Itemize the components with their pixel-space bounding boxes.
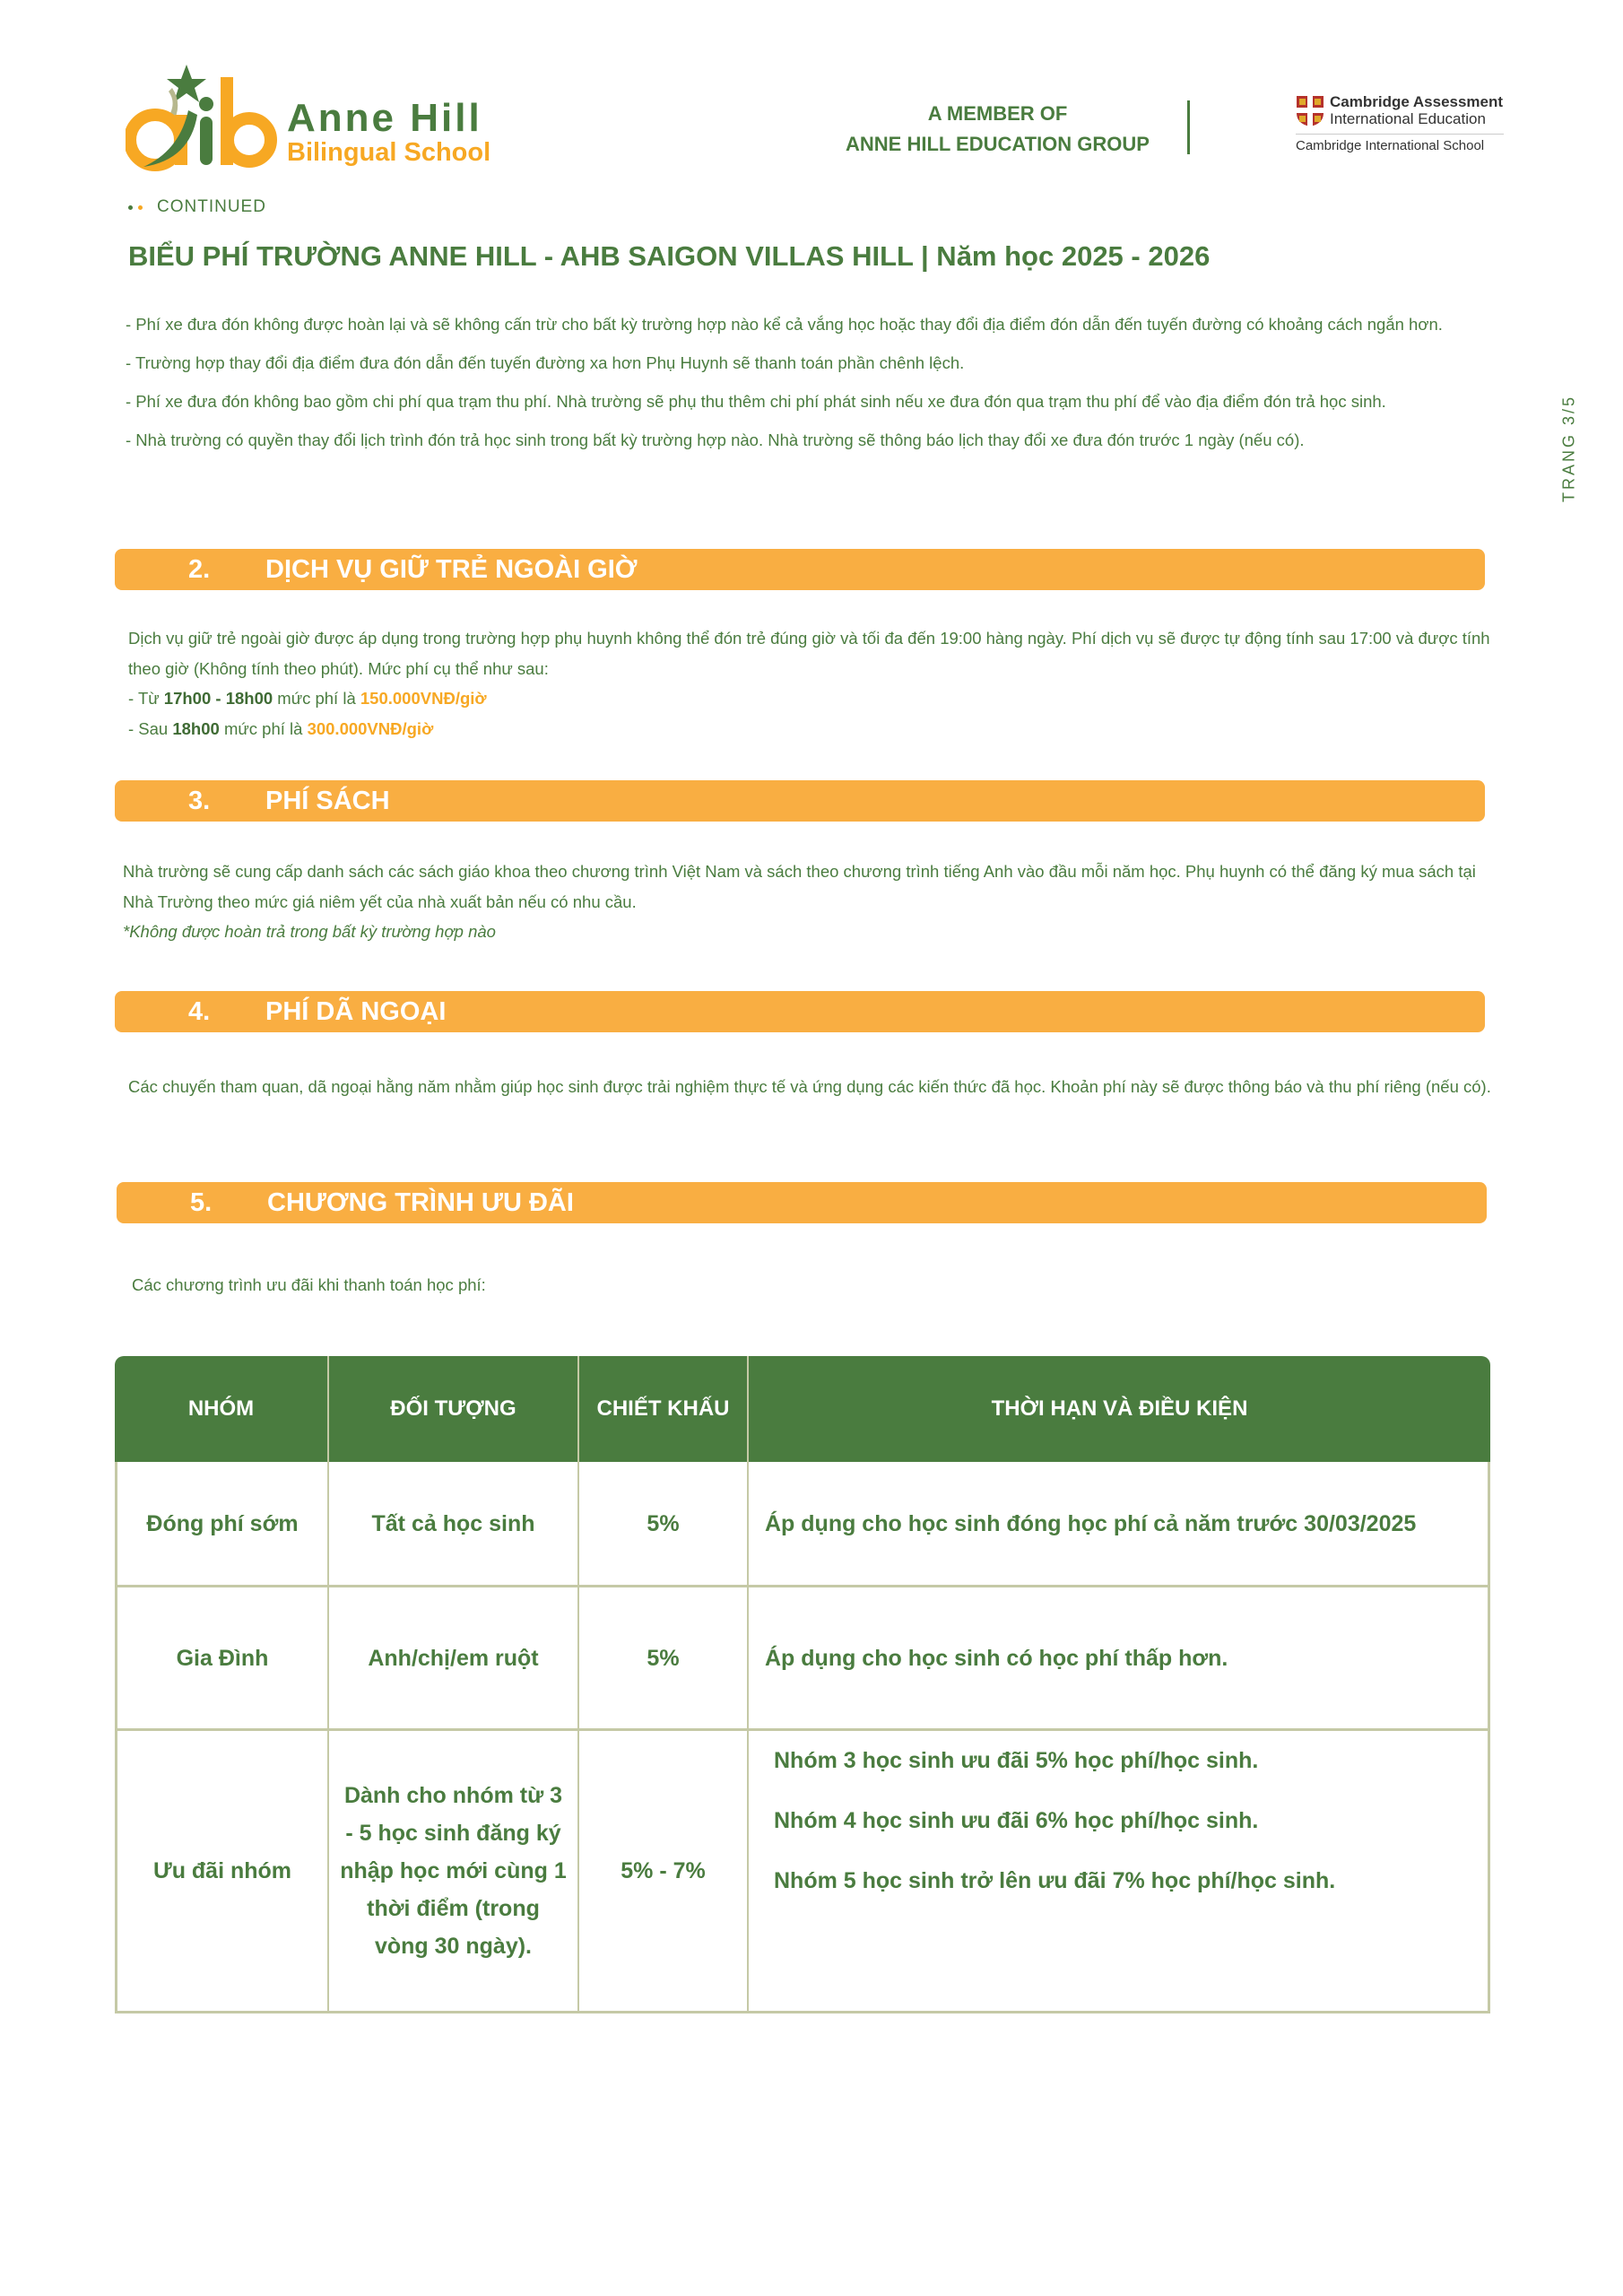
cambridge-line-1: Cambridge Assessment: [1330, 93, 1504, 110]
book-fees-body: Nhà trường sẽ cung cấp danh sách các sách giáo khoa theo chương trình Việt Nam và sách theo chương trình tiếng Anh vào đầu mỗi năm học. Phụ huynh có thể đăng ký mua sách tại Nhà Trường theo mức giá niêm yết của nhà xuất bản nếu có nhu cầu.: [123, 862, 1476, 911]
note-item: - Phí xe đưa đón không bao gồm chi phí qua trạm thu phí. Nhà trường sẽ phụ thu thêm chi phí phát sinh nếu xe đưa đón qua trạm thu phí để vào địa điểm đón trả học sinh.: [126, 392, 1386, 411]
section-header-field-trip: [115, 991, 1485, 1032]
rate-price: 150.000VNĐ/giờ: [360, 689, 487, 708]
cell-group: Ưu đãi nhóm: [117, 1731, 329, 2011]
condition-item: Nhóm 5 học sinh trở lên ưu đãi 7% học phí/học sinh.: [774, 1868, 1336, 1893]
cell-conditions: Áp dụng cho học sinh đóng học phí cả năm trước 30/03/2025: [765, 1510, 1417, 1536]
section-header-book-fees: [115, 780, 1485, 822]
header-group: NHÓM: [115, 1356, 329, 1462]
orange-dot-icon: [138, 205, 143, 210]
header-conditions: THỜI HẠN VÀ ĐIỀU KIỆN: [991, 1396, 1248, 1421]
cell-target: Tất cả học sinh: [329, 1462, 579, 1585]
note-item: - Nhà trường có quyền thay đổi lịch trình đón trả học sinh trong bất kỳ trường hợp nào. Nhà trường sẽ thông báo lịch thay đổi xe đưa đón trước 1 ngày (nếu có).: [126, 430, 1305, 449]
book-fees-text: [123, 857, 1495, 947]
rate-line: - Từ 17h00 - 18h00 mức phí là 150.000VNĐ/giờ: [128, 689, 487, 708]
transport-notes: [126, 305, 1506, 459]
table-row: [115, 1731, 1490, 2013]
cell-discount: 5%: [579, 1587, 749, 1728]
header-discount: CHIẾT KHẤU: [579, 1356, 749, 1462]
section-header-promotions: [117, 1182, 1487, 1223]
continued-text: CONTINUED: [157, 197, 266, 216]
section-title: PHÍ DÃ NGOẠI: [265, 997, 447, 1026]
member-of-group: [807, 99, 1188, 160]
section-number: 4.: [188, 997, 211, 1026]
section-header-after-school-care: [115, 549, 1485, 590]
logo-subtitle: Bilingual School: [287, 138, 491, 167]
field-trip-text: [128, 1072, 1491, 1102]
rate-price: 300.000VNĐ/giờ: [307, 718, 434, 738]
section-number: 3.: [188, 787, 211, 815]
logo-name: Anne Hill: [287, 96, 482, 140]
after-school-care-text: [128, 623, 1491, 744]
table-row: [115, 1462, 1490, 1587]
cell-target: Dành cho nhóm từ 3 - 5 học sinh đăng ký nhập học mới cùng 1 thời điểm (trong vòng 30 ngày).: [329, 1731, 579, 2011]
after-school-care-body: Dịch vụ giữ trẻ ngoài giờ được áp dụng trong trường hợp phụ huynh không thể đón trẻ đúng giờ và tối đa đến 19:00 hàng ngày. Phí dịch vụ sẽ được tự động tính sau 17:00 và được tính theo giờ (Không tính theo phút). Mức phí cụ thể như sau:: [128, 629, 1490, 678]
condition-item: Nhóm 4 học sinh ưu đãi 6% học phí/học sinh.: [774, 1808, 1259, 1833]
cambridge-line-3: Cambridge International School: [1296, 138, 1485, 153]
cambridge-line-2: International Education: [1330, 110, 1486, 127]
member-line-2: ANNE HILL EDUCATION GROUP: [846, 133, 1150, 155]
table-header: [115, 1356, 1490, 1462]
member-line-1: A MEMBER OF: [927, 102, 1068, 125]
cambridge-logo: [1296, 93, 1511, 156]
cell-discount: 5% - 7%: [579, 1731, 749, 2011]
page-number-text: TRANG 3/5: [1559, 394, 1578, 503]
note-item: - Trường hợp thay đổi địa điểm đưa đón dẫn đến tuyến đường xa hơn Phụ Huynh sẽ thanh toán phần chênh lệch.: [126, 353, 965, 372]
header-target: ĐỐI TƯỢNG: [329, 1356, 579, 1462]
cell-group: Đóng phí sớm: [117, 1462, 329, 1585]
cell-conditions: [749, 1731, 1488, 2011]
section-title: CHƯƠNG TRÌNH ƯU ĐÃI: [267, 1188, 574, 1217]
green-dot-icon: [128, 205, 133, 210]
promotions-intro: Các chương trình ưu đãi khi thanh toán học phí:: [132, 1275, 486, 1294]
rate-time: 17h00 - 18h00: [163, 689, 273, 708]
page-number: [1551, 395, 1587, 502]
section-title: DỊCH VỤ GIỮ TRẺ NGOÀI GIỜ: [265, 555, 638, 584]
cell-conditions: Áp dụng cho học sinh có học phí thấp hơn.: [765, 1645, 1228, 1671]
header-divider: [1187, 100, 1190, 154]
section-title: PHÍ SÁCH: [265, 787, 390, 815]
cambridge-rule: [1296, 134, 1504, 135]
cell-group: Gia Đình: [117, 1587, 329, 1728]
continued-label: [128, 197, 266, 217]
school-logo: [126, 61, 502, 173]
table-row: [115, 1587, 1490, 1731]
section-number: 5.: [190, 1188, 213, 1217]
cell-target: Anh/chị/em ruột: [329, 1587, 579, 1728]
field-trip-body: Các chuyến tham quan, dã ngoại hằng năm nhằm giúp học sinh được trải nghiệm thực tế và ứng dụng các kiến thức đã học. Khoản phí này sẽ được thông báo và thu phí riêng (nếu có).: [128, 1077, 1491, 1096]
condition-item: Nhóm 3 học sinh ưu đãi 5% học phí/học sinh.: [774, 1748, 1259, 1773]
cambridge-shield-icon: [1296, 95, 1324, 127]
rate-line: - Sau 18h00 mức phí là 300.000VNĐ/giờ: [128, 718, 434, 738]
discount-table: [115, 1356, 1490, 2013]
cell-discount: 5%: [579, 1462, 749, 1585]
section-number: 2.: [188, 555, 211, 584]
rate-time: 18h00: [172, 718, 220, 738]
book-fees-note: *Không được hoàn trả trong bất kỳ trường hợp nào: [123, 922, 496, 941]
note-item: - Phí xe đưa đón không được hoàn lại và sẽ không cấn trừ cho bất kỳ trường hợp nào kể cả vắng học hoặc thay đổi địa điểm đón dẫn đến tuyến đường có khoảng cách ngắn hơn.: [126, 315, 1443, 334]
ahb-logo-mark: [126, 61, 278, 173]
page-title: BIỂU PHÍ TRƯỜNG ANNE HILL - AHB SAIGON VILLAS HILL | Năm học 2025 - 2026: [128, 240, 1211, 272]
